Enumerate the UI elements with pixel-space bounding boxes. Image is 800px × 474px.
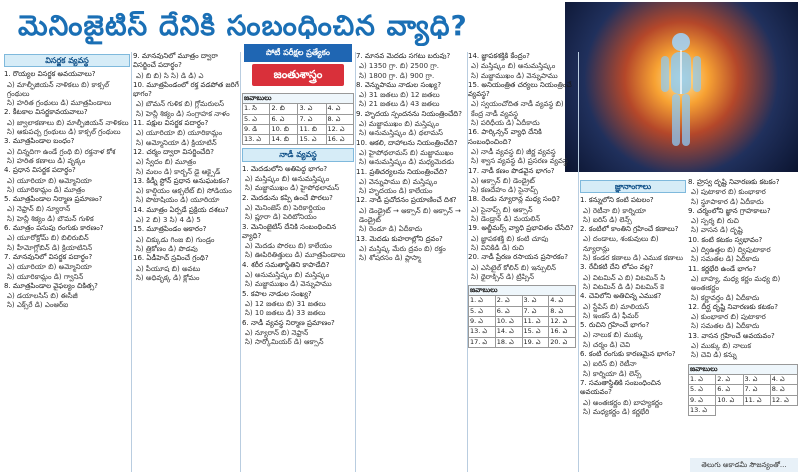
answer-key-cell: 16. ఎ [326, 135, 354, 145]
answer-key-3 [688, 364, 798, 416]
question-text: 4. శరీర సమతాస్థితిని కాపాడేది? [242, 260, 330, 269]
question-list [688, 178, 798, 361]
question-text: 17. నాడీ కణం పొడవైన భాగం? [468, 166, 555, 175]
answer-options: ఎ) యూరోక్రోమ్ బి) బిలిరుబిన్ [7, 234, 89, 243]
question-text: 10. కంటి కటకం స్వభావం? [688, 235, 763, 244]
question-list [580, 196, 686, 417]
answer-key-cell: 4. ఎ [770, 374, 797, 384]
answer-options: ఎ) కాల్షియం ఆక్సలేట్ బి) సోడియం [136, 187, 232, 196]
answer-options: సి) హీమోగ్లోబిన్ డి) క్రియాటినిన్ [7, 243, 93, 252]
question-list [356, 52, 466, 264]
answer-key-cell: 12. ఎ [326, 124, 354, 134]
answer-options: సి) ఐరిస్ డి) లెన్స్ [583, 215, 632, 224]
question-text: 8. హ్రస్వ దృష్టి నివారణకు కటకం? [688, 178, 780, 186]
column-2 [133, 52, 239, 470]
question-text: 13. మెదడు కుహరాల్లోని ద్రవం? [356, 234, 443, 243]
answer-key-cell: 10. బి [270, 124, 298, 134]
answer-options: సి) పొటాషియం డి) యూరియా [136, 196, 220, 205]
answer-options: ఎ) మజ్జాముఖం బి) మస్తిష్కం [359, 120, 440, 129]
answer-options: ఎ) అనుమస్తిష్కం బి) మస్తిష్కం [245, 271, 330, 280]
question-text: 15. మూత్రపిండం ఆకారం? [133, 225, 207, 234]
question-text: 5. మూత్రపిండాల నిర్మాణ ప్రమాణం? [4, 195, 103, 204]
answer-options: సి) త్రికోణం డి) పొడవు [136, 244, 198, 253]
answer-options: సి) హెన్లీ శిక్యం డి) బౌమన్ గుళిక [7, 214, 94, 223]
answer-options: సి) మజ్జాముఖం డి) వెన్నుపాము [245, 280, 332, 289]
question-text: 7. మానవునిలో విసర్జక పదార్థం? [4, 252, 93, 261]
question-text: 2. మెదడును కప్పి ఉంచే పొరలు? [242, 193, 333, 202]
answer-key-cell: 15. ఎ [522, 327, 549, 337]
answer-key-cell: 12. ఎ [770, 395, 797, 405]
answer-key-heading: జవాబులు [689, 364, 798, 374]
answer-options: ఎ) న్యూరాన్ బి) నెఫ్రాన్ [245, 328, 309, 337]
answer-options: ఎ) జ్ఞాపకశక్తి బి) కంటి చూపు [471, 234, 549, 243]
question-text: 9. చర్మంలోని జ్ఞాన గ్రాహకాలు? [688, 206, 771, 215]
answer-options: సి) కార్నియా డి) లెన్స్ [583, 369, 642, 378]
answer-options: ఎ) మస్తిష్కం బి) అనుమస్తిష్కం [471, 62, 556, 71]
question-text: 9. మానవునిలో మూత్రం ద్వారా విసర్జించే పదార్థం? [133, 52, 218, 70]
column-6 [580, 178, 686, 472]
question-text: 14. మూత్రం ఏర్పడే ప్రక్రియ దశలు? [133, 205, 229, 214]
answer-options: సి) యూరికామ్లం డి) మూత్రం [7, 185, 85, 194]
answer-options: సి) మజ్జాముఖం డి) వెన్నుపాము [471, 71, 558, 80]
answer-key-cell: 18. ఎ [495, 337, 522, 347]
question-text: 11. పక్షుల విసర్జక పదార్థం? [133, 119, 209, 128]
subject-ribbon: జంతుశాస్త్రం [252, 64, 344, 86]
answer-options: సి) మలం డి) కార్బన్ డై ఆక్సైడ్ [136, 167, 221, 176]
question-text: 6. నాడీ వ్యవస్థ నిర్మాణ ప్రమాణం? [242, 318, 335, 327]
answer-options: సి) థైరాక్సిన్ డి) ట్రిప్సిన్ [471, 272, 535, 281]
answer-options: సి) కర్ణావర్తం డి) ఏదీకాదు [691, 293, 760, 302]
question-text: 4. ప్రధాన విసర్జక పదార్థం? [4, 166, 76, 175]
answer-key-cell: 16. ఎ [549, 327, 576, 337]
answer-options: ఎ) విటమిన్ ఎ బి) విటమిన్ సి [583, 273, 666, 282]
answer-options: సి) చెవి డి) కన్ను [691, 351, 737, 360]
answer-options: ఎ) స్వయంచోదిత నాడీ వ్యవస్థ బి) కేంద్ర నాడీ వ్యవస్థ [471, 100, 564, 118]
answer-options: సి) 1800 గ్రా. డి) 900 గ్రా. [359, 71, 435, 80]
question-text: 1. కన్నులోని కంటి పటలం? [580, 196, 654, 205]
answer-key-heading: జవాబులు [469, 286, 576, 296]
answer-options: సి) అనుమస్తిష్కం డి) థలామస్ [359, 129, 443, 138]
answer-options: సి) అనుమస్తిష్కం డి) మధ్యమెదడు [359, 158, 455, 167]
answer-key-cell: 7. ఎ [743, 385, 770, 395]
question-text: 7. మానవ మెదడు సగటు బరువు? [356, 52, 451, 60]
question-text: 20. నాడీ ప్రేరణ రసాయన ప్రసారకం? [468, 253, 568, 262]
answer-key-cell: 2. ఎ [495, 296, 522, 306]
answer-options: సి) కండర కణాలు డి) ఎముక కణాలు [583, 254, 684, 263]
answer-key-cell: 3. ఎ [298, 104, 326, 114]
answer-key-cell: 6. ఎ [495, 306, 522, 316]
answer-options: ఎ) నాలుక బి) ముక్కు [583, 331, 644, 340]
answer-options: ఎ) బి బి) సి సి) డి డి) ఎ [136, 71, 204, 80]
question-text: 4. చెవిలోని అతిచిన్న ఎముక? [580, 292, 662, 301]
answer-options: సి) శోషరసం డి) ప్లాస్మా [359, 254, 421, 263]
answer-options: ఎ) పీయూష బి) అవటు [136, 264, 201, 273]
answer-options: ఎ) చిక్కుడు గింజ బి) గుండ్రం [136, 235, 215, 244]
answer-key-cell: 20. ఎ [549, 337, 576, 347]
question-text: 3. రేచీకటి దేని లోపం వల్ల? [580, 263, 654, 272]
answer-options: సి) మధ్యకర్ణం డి) కర్ణభేరి [583, 407, 650, 416]
banner-image [565, 2, 798, 172]
answer-key-cell: 3. ఎ [522, 296, 549, 306]
question-text: 16. ఏడీహెచ్ స్రవించే గ్రంథి? [133, 254, 209, 263]
question-text: 11. ప్రతిచర్యలను నియంత్రించేది? [356, 167, 448, 176]
answer-key-cell: 5. ఎ [469, 306, 496, 316]
column-divider [240, 52, 241, 472]
answer-options: సి) సమతల డి) ఏదీకాదు [691, 255, 760, 264]
answer-options: ఎ) యూరియా బి) యూరికామ్లం [136, 129, 223, 138]
question-text: 2. కీటకాల విసర్జకావయవాలు? [4, 108, 88, 117]
answer-options: సి) హరిత కణాలు డి) వృక్కం [7, 156, 86, 165]
question-list [242, 165, 354, 348]
answer-options: ఎ) మెదడు పొరలు బి) కాలేయం [245, 242, 332, 251]
question-text: 10. ఆకలి, దాహాలను నియంత్రించేది? [356, 138, 458, 147]
question-text: 12. నాడీ ప్రచోదనం ప్రయాణించే దిశ? [356, 196, 457, 205]
answer-key-cell: 5. ఎ [689, 385, 716, 395]
answer-options: సి) అమ్మోనియా డి) క్రియాటిన్ [136, 138, 217, 147]
section-heading: నాడీ వ్యవస్థ [242, 148, 354, 161]
answer-options: ఎ) 12 జతలు బి) 31 జతలు [245, 299, 326, 308]
column-5 [468, 52, 576, 470]
answer-key-1 [242, 93, 354, 145]
answer-options: ఎ) కుంభాకార బి) పుటాకార [691, 313, 766, 322]
answer-options: ఎ) స్వేదం బి) మూత్రం [136, 158, 197, 167]
answer-options: ఎ) నెఫ్రాన్ బి) న్యూరాన్ [7, 205, 71, 214]
question-text: 8. మూత్రపిండాల వైఫల్యం చికిత్స? [4, 281, 98, 290]
column-divider [131, 52, 132, 472]
answer-key-cell: 7. ఎ [298, 114, 326, 124]
answer-options: ఎ) మస్తిష్కం బి) అనుమస్తిష్కం [245, 175, 330, 184]
question-text: 18. రెండు న్యూరాన్ల మధ్య సంధి? [468, 195, 561, 204]
answer-options: ఎ) యూరియా బి) అమ్మోనియా [7, 263, 92, 272]
question-text: 9. హృదయ స్పందనను నియంత్రించేది? [356, 109, 462, 118]
answer-key-cell: 7. ఎ [522, 306, 549, 316]
answer-options: సి) స్థూపాకార డి) ఏదీకాదు [691, 197, 764, 206]
answer-options: సి) ఇంకస్ డి) ఫీమర్ [583, 311, 639, 320]
section-heading: విసర్జక వ్యవస్థ [4, 54, 130, 67]
answer-options: ఎ) ముక్కు బి) నాలుక [691, 342, 752, 351]
answer-key-cell: 11. బి [298, 124, 326, 134]
answer-options: ఎ) వెన్నుపాము బి) మస్తిష్కం [359, 177, 438, 186]
answer-key-cell: 17. ఎ [469, 337, 496, 347]
question-text: 13. కిడ్నీ స్టోన్ ప్రధాన అనుఘటకం? [133, 176, 230, 185]
answer-options: సి) 10 జతలు డి) 33 జతలు [245, 309, 326, 318]
answer-key-cell: 14. ఎ [495, 327, 522, 337]
answer-options: ఎ) అంతఃకర్ణం బి) బాహ్యకర్ణం [583, 398, 663, 407]
answer-options: సి) 21 జతలు డి) 43 జతలు [359, 100, 440, 109]
answer-key-cell: 8. ఎ [549, 306, 576, 316]
answer-options: ఎ) మెనింజెస్ బి) పెరికార్డియం [245, 203, 326, 212]
question-list [133, 52, 239, 283]
question-text: 14. జ్ఞాపకశక్తికి కేంద్రం? [468, 52, 530, 60]
answer-key-cell: 10. ఎ [495, 317, 522, 327]
question-text: 19. అల్జీమర్స్ వ్యాధి ప్రభావితం చేసేది? [468, 224, 574, 233]
question-text: 12. చర్మం ద్వారా విసర్జించేది? [133, 147, 214, 156]
answer-options: సి) హృదయం డి) కాలేయం [359, 187, 433, 196]
answer-options: సి) ఊపిరితిత్తులు డి) మూత్రపిండాలు [245, 251, 346, 260]
answer-options: ఎ) డెండ్రైట్ → ఆక్సాన్ బి) ఆక్సాన్ → డెండ్రైట్ [359, 206, 461, 225]
section-heading: జ్ఞానాంగాలు [580, 180, 686, 193]
answer-options: ఎ) మాల్ఫీజియన్ నాళికలు బి) కాక్సల్ గ్రంథులు [7, 80, 110, 98]
answer-options: ఎ) హైపోథలామస్ బి) మజ్జాముఖం [359, 148, 454, 157]
answer-options: ఎ) ద్విఉత్తల బి) ద్విపుటాకార [691, 246, 771, 255]
question-text: 3. మెనింజైటిస్ దేనికి సంబంధించిన వ్యాధి? [242, 222, 337, 240]
question-text: 1. మెదడులోని అతిపెద్ద భాగం? [242, 164, 328, 173]
answer-key-cell: 5. ఎ [243, 114, 270, 124]
answer-options: ఎ) జ్వాలాకణాలు బి) మాల్ఫీజియన్ నాళికలు [7, 118, 129, 127]
answer-options: ఎ) రెటీనా బి) కార్నియా [583, 206, 647, 215]
answer-options: ఎ) మస్తిష్క మేరు ద్రవం బి) రక్తం [359, 244, 446, 253]
question-text: 6. మూత్రం పసుపు రంగుకు కారణం? [4, 224, 104, 233]
question-text: 3. మూత్రపిండాల బంధం? [4, 137, 75, 146]
human-figure-icon [657, 30, 705, 150]
answer-options: ఎ) 31 జతలు బి) 12 జతలు [359, 91, 440, 100]
answer-options: ఎ) పుటాకార బి) కుంభాకార [691, 188, 766, 197]
answer-options: సి) అధివృక్క డి) క్లోమం [136, 273, 200, 282]
answer-key-cell: 15. ఎ [298, 135, 326, 145]
answer-key-cell: 9. ఎ [469, 317, 496, 327]
answer-options: సి) ప్లూరా డి) పెరిటోనియం [245, 213, 317, 222]
answer-options: ఎ) చిన్నదిగా ఉండే గ్రంథి బి) రక్తనాళ కోశ [7, 147, 116, 156]
answer-options: ఎ) ఆక్సాన్ బి) డెండ్రైట్ [471, 176, 535, 185]
answer-options: ఎ) డయాలసిస్ బి) ఈసీజీ [7, 292, 78, 301]
question-text: 2. కంటిలో కాంతిని గ్రహించే కణాలు? [580, 225, 679, 234]
question-text: 6. కంటి రంగుకు కారణమైన భాగం? [580, 350, 676, 359]
answer-key-2 [468, 285, 576, 348]
answer-key-cell: 14. బి [270, 135, 298, 145]
answer-key-cell: 13. ఎ [469, 327, 496, 337]
answer-options: సి) హరిత గ్రంథులు డి) మూత్రపిండాలు [7, 99, 112, 108]
question-text: 1. రొయ్యల విసర్జక అవయవాలు? [4, 70, 96, 79]
column-divider [578, 52, 579, 472]
answer-options: సి) శ్వాస వ్యవస్థ డి) ప్రసరణ వ్యవస్థ [471, 157, 568, 166]
answer-key-cell: 2. బి [270, 104, 298, 114]
special-badge: పోటీ పరీక్షల ప్రత్యేకం [244, 44, 352, 62]
answer-key-cell: 9. డి [243, 124, 270, 134]
answer-key-cell: 2. ఎ [716, 374, 743, 384]
answer-key-cell: 1. ఎ [469, 296, 496, 306]
answer-key-cell: 11. ఎ [522, 317, 549, 327]
answer-options: ఎ) ఐరిస్ బి) రెటీనా [583, 360, 637, 369]
question-list [4, 70, 130, 310]
answer-key-cell: 13. ఎ [243, 135, 270, 145]
question-list [468, 52, 576, 282]
answer-options: ఎ) దండాలు, శంకువులు బి) న్యూరాన్లు [583, 235, 659, 253]
answer-key-cell: 9. ఎ [689, 395, 716, 405]
answer-key-cell: 1. ఎ [689, 374, 716, 384]
headline: మెనింజైటిస్ దేనికి సంబంధించిన వ్యాధి? [18, 9, 468, 42]
answer-options: సి) సమతల డి) ఏదీకాదు [691, 322, 760, 331]
answer-key-cell: 10. ఎ [716, 395, 743, 405]
answer-options: ఎ) నాడీ వ్యవస్థ బి) జీర్ణ వ్యవస్థ [471, 147, 556, 156]
answer-key-cell: 8. ఎ [770, 385, 797, 395]
answer-options: ఎ) స్టేపిస్ బి) మాలియస్ [583, 302, 650, 311]
answer-options: సి) చర్మం డి) చెవి [583, 340, 631, 349]
answer-options: ఎ) సైనాప్స్ బి) ఆక్సాన్ [471, 205, 533, 214]
answer-key-cell: 19. ఎ [522, 337, 549, 347]
answer-key-cell: 3. ఎ [743, 374, 770, 384]
answer-options: సి) యూరికామ్లం డి) గ్వానిన్ [7, 272, 84, 281]
question-text: 5. రుచిని గ్రహించే భాగం? [580, 321, 650, 330]
answer-options: ఎ) బాహ్య, మధ్య కర్ణం మధ్య బి) అంతఃకర్ణం [691, 274, 781, 293]
answer-options: ఎ) బౌమన్ గుళిక బి) గ్లోమరులస్ [136, 100, 225, 109]
answer-key-cell: 4. ఎ [549, 296, 576, 306]
answer-key-cell: 6. ఎ [270, 114, 298, 124]
answer-options: సి) ఎక్స్‌రే డి) ఎంఆర్ఐ [7, 301, 69, 310]
answer-options: ఎ) యూరియా బి) అమ్మోనియా [7, 176, 92, 185]
answer-options: సి) విటమిన్ డి డి) విటమిన్ కె [583, 282, 664, 291]
answer-options: ఎ) స్పర్శ బి) రుచి [691, 217, 739, 226]
column-1 [4, 52, 130, 470]
credit-footer: తెలుగు అకాడమీ సౌజన్యంతో... [690, 458, 798, 472]
question-text: 10. మూత్రపిండంలో రక్త వడపోత జరిగే భాగం? [133, 80, 239, 99]
answer-options: సి) పరిధీయ డి) ఏదీకాదు [471, 119, 540, 128]
answer-key-cell: 11. ఎ [743, 395, 770, 405]
answer-options: ఎ) ఎసిటైల్ కోలిన్ బి) ఇన్సులిన్ [471, 263, 556, 272]
answer-options: సి) రెండూ డి) ఏదీకాదు [359, 225, 423, 234]
answer-options: సి) ఆకుపచ్చ గ్రంథులు డి) కాక్సల్ గ్రంథులు [7, 128, 121, 137]
answer-options: సి) వినికిడి డి) రుచి [471, 243, 524, 252]
answer-options: సి) హెన్లీ శిక్యం డి) సంగ్రాహక నాళం [136, 109, 230, 118]
question-text: 15. అనియంత్రిత చర్యలు నియంత్రించే వ్యవస్థ? [468, 80, 572, 99]
answer-key-cell: 4. ఎ [326, 104, 354, 114]
answer-options: ఎ) 1350 గ్రా. బి) 2500 గ్రా. [359, 62, 439, 71]
answer-options: సి) సార్కోమియర్ డి) ఆక్సాన్ [245, 338, 324, 347]
column-4 [356, 52, 466, 470]
answer-key-cell: 12. ఎ [549, 317, 576, 327]
answer-options: సి) వాసన డి) దృష్టి [691, 226, 743, 235]
question-text: 16. పార్కిన్సన్ వ్యాధి దేనికి సంబంధించింది? [468, 128, 542, 146]
answer-options: సి) డెండ్రాన్ డి) మయలిన్ [471, 215, 541, 224]
answer-key-cell: 8. ఎ [326, 114, 354, 124]
question-text: 7. సమతాస్థితికి సంబంధించిన అవయవం? [580, 378, 661, 397]
answer-key-cell: 6. ఎ [716, 385, 743, 395]
answer-options: ఎ) 2 బి) 3 సి) 4 డి) 5 [136, 216, 201, 225]
answer-key-cell: 13. ఎ [689, 405, 716, 415]
question-text: 13. వాసన గ్రహించే అవయవం? [688, 331, 775, 340]
question-text: 11. కర్ణభేరి ఉండే భాగం? [688, 264, 757, 273]
answer-options: సి) మజ్జాముఖం డి) హైపోథలామస్ [245, 184, 340, 193]
column-7 [688, 178, 798, 472]
answer-options: సి) కణదేహం డి) సైనాప్స్ [471, 186, 538, 195]
answer-key-heading: జవాబులు [243, 94, 354, 104]
column-3 [242, 90, 354, 470]
question-text: 12. దీర్ఘ దృష్టి నివారణకు కటకం? [688, 302, 778, 311]
answer-key-cell: 1. సి [243, 104, 270, 114]
question-text: 5. కపాల నాడుల సంఖ్య? [242, 289, 312, 298]
question-text: 8. వెన్నుపాము నాడుల సంఖ్య? [356, 80, 442, 89]
